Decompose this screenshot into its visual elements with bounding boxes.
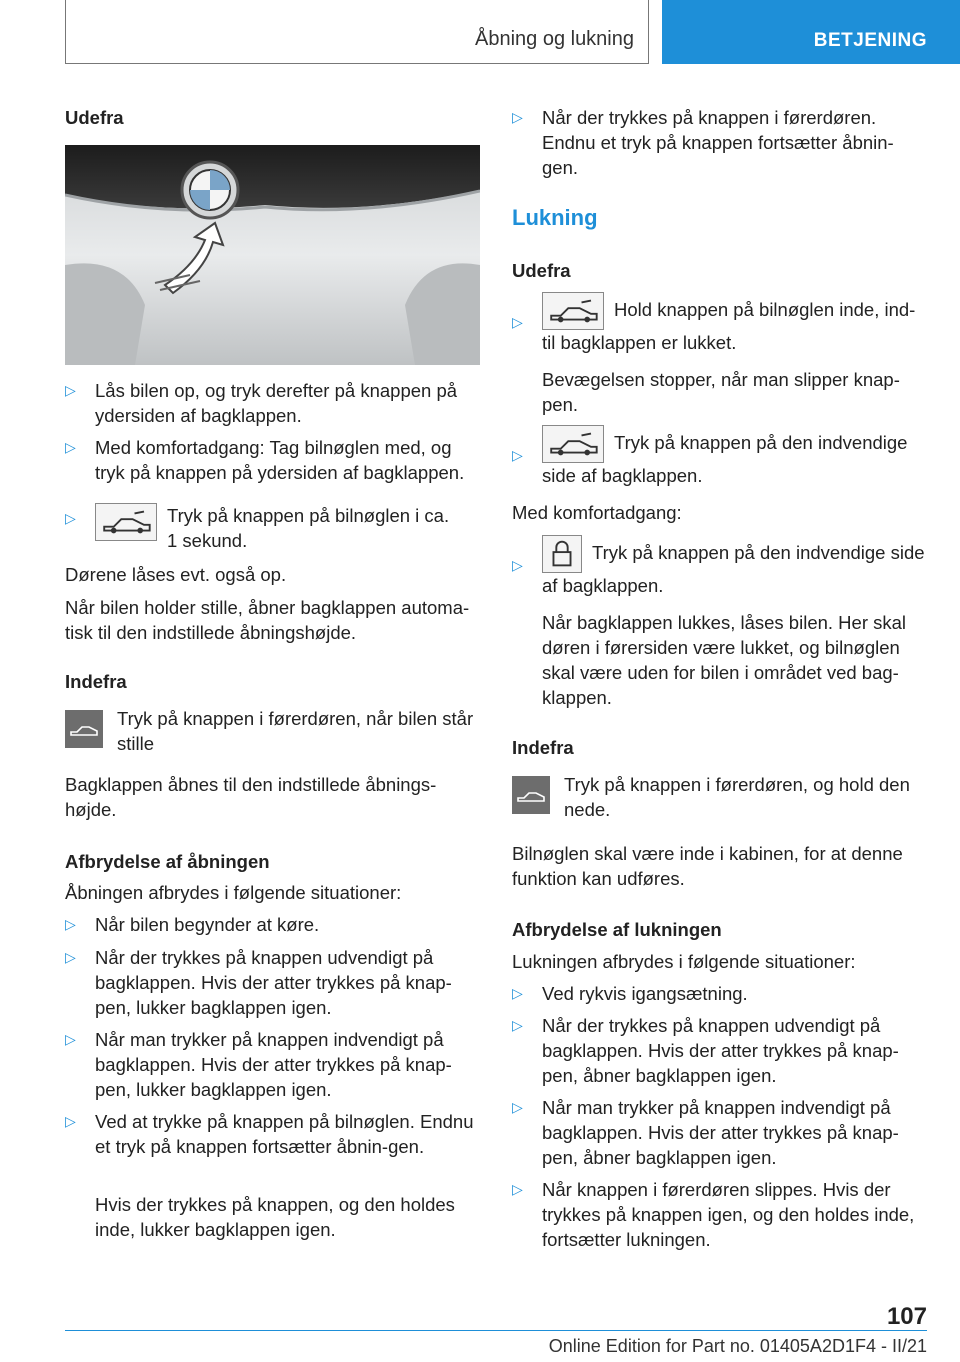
triangle-bullet-icon: ▷	[65, 1031, 76, 1047]
tailgate-key-button-icon	[95, 503, 157, 541]
list-item: ▷ Når der trykkes på knappen i førerdøren. Endnu et tryk på knappen fortsætter åbnin-gen.	[512, 107, 894, 178]
list-item: ▷ Ved at trykke på knappen på bilnøglen. Endnu et tryk på knappen fortsætter åbnin-gen.	[65, 1111, 474, 1157]
heading-indefra: Indefra	[65, 671, 127, 692]
paragraph: Bagklappen åbnes til den indstillede åbnings-højde.	[65, 774, 437, 820]
list-item: ▷ Lås bilen op, og tryk derefter på knappen på ydersiden af bagklappen.	[65, 380, 458, 426]
triangle-bullet-icon: ▷	[512, 314, 523, 330]
paragraph: Lukningen afbrydes i følgende situationer:	[512, 951, 856, 972]
list-item: ▷ Med komfortadgang: Tag bilnøglen med, og tryk på knappen på ydersiden af bagklappen.	[65, 437, 465, 483]
heading-afbrydelse-lukning: Afbrydelse af lukningen	[512, 919, 722, 940]
triangle-bullet-icon: ▷	[65, 916, 76, 932]
paragraph: Når bagklappen lukkes, låses bilen. Her skal døren i førersiden være lukket, og bilnøglen skal være uden for bilen i området ved bag-klappen.	[542, 612, 907, 708]
paragraph: Når bilen holder stille, åbner bagklappen automa-tisk til den indstillede åbningshøjde.	[65, 597, 470, 643]
list-item: ▷ Når man trykker på knappen indvendigt på bagklappen. Hvis der atter trykkes på knap-pen, åbner bagklappen igen.	[512, 1097, 899, 1168]
tailgate-inside-button-icon	[542, 425, 604, 463]
triangle-bullet-icon: ▷	[65, 510, 76, 526]
triangle-bullet-icon: ▷	[512, 985, 523, 1001]
lock-button-icon	[542, 535, 582, 573]
icon-paragraph: Tryk på knappen i førerdøren, og hold den nede.	[512, 772, 927, 822]
list-item: ▷ Når der trykkes på knappen udvendigt på bagklappen. Hvis der atter trykkes på knap-pen, åbner bagklappen igen.	[512, 1015, 899, 1086]
paragraph: Bevægelsen stopper, når man slipper knap-pen.	[542, 369, 900, 415]
footer-divider	[65, 1330, 927, 1331]
header-title-box	[65, 0, 649, 64]
paragraph: Bilnøglen skal være inde i kabinen, for at denne funktion kan udføres.	[512, 843, 903, 889]
triangle-bullet-icon: ▷	[512, 109, 523, 125]
tailgate-door-button-icon	[512, 776, 550, 814]
triangle-bullet-icon: ▷	[512, 1017, 523, 1033]
paragraph: Dørene låses evt. også op.	[65, 564, 287, 585]
list-item: ▷ Når man trykker på knappen indvendigt på bagklappen. Hvis der atter trykkes på knap-pen, lukker bagklappen igen.	[65, 1029, 452, 1100]
triangle-bullet-icon: ▷	[65, 439, 76, 455]
list-item: ▷ Tryk på knappen på bilnøglen i ca. 1 sekund.	[65, 505, 450, 551]
tailgate-key-button-icon	[542, 292, 604, 330]
triangle-bullet-icon: ▷	[512, 1099, 523, 1115]
list-item: ▷ Når der trykkes på knappen udvendigt på bagklappen. Hvis der atter trykkes på knap-pen, lukker bagklappen igen.	[65, 947, 452, 1018]
edition-note: Online Edition for Part no. 01405A2D1F4 - II/21	[548, 1336, 927, 1356]
section-title: BETJENING	[813, 30, 927, 51]
list-item: ▷ Når bilen begynder at køre.	[65, 914, 320, 935]
triangle-bullet-icon: ▷	[65, 1113, 76, 1129]
list-item: ▷ Tryk på knappen på den indvendige side af bagklappen.	[512, 425, 927, 488]
heading-afbrydelse-aabning: Afbrydelse af åbningen	[65, 851, 270, 872]
paragraph: Med komfortadgang:	[512, 502, 682, 523]
paragraph: Hvis der trykkes på knappen, og den holdes inde, lukker bagklappen igen.	[95, 1194, 455, 1240]
triangle-bullet-icon: ▷	[512, 557, 523, 573]
heading-udefra: Udefra	[512, 260, 571, 281]
heading-indefra: Indefra	[512, 737, 574, 758]
list-item: ▷ Hold knappen på bilnøglen inde, ind-til bagklappen er lukket.	[512, 292, 927, 355]
heading-udefra: Udefra	[65, 107, 124, 128]
page-number: 107	[886, 1303, 927, 1330]
triangle-bullet-icon: ▷	[65, 382, 76, 398]
chapter-title: Åbning og lukning	[474, 28, 634, 50]
tailgate-door-button-icon	[65, 710, 103, 748]
triangle-bullet-icon: ▷	[512, 447, 523, 463]
triangle-bullet-icon: ▷	[512, 1181, 523, 1197]
list-item: ▷ Tryk på knappen på den indvendige side af bagklappen.	[512, 535, 927, 598]
list-item: ▷ Ved rykvis igangsætning.	[512, 983, 748, 1004]
icon-paragraph: Tryk på knappen i førerdøren, når bilen står stille	[65, 706, 480, 756]
triangle-bullet-icon: ▷	[65, 949, 76, 965]
tailgate-photo	[65, 145, 480, 365]
tailgate-illustration	[65, 145, 480, 365]
header-section-tab[interactable]	[662, 0, 960, 64]
heading-lukning: Lukning	[512, 205, 598, 230]
list-item: ▷ Når knappen i førerdøren slippes. Hvis der trykkes på knappen igen, og den holdes inde, fortsætter lukningen.	[512, 1179, 915, 1250]
paragraph: Åbningen afbrydes i følgende situationer:	[65, 882, 402, 903]
